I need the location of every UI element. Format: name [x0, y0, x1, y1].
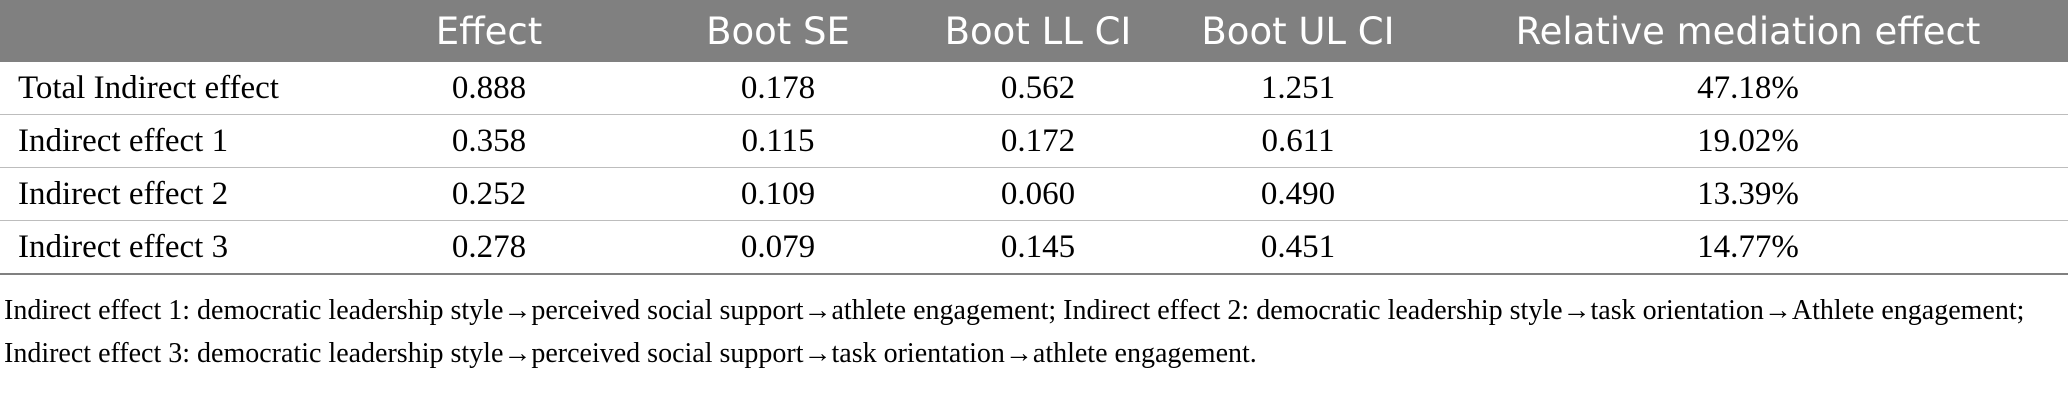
cell-boot-se: 0.079	[648, 221, 908, 275]
table-header	[0, 0, 2068, 62]
table-footnote: Indirect effect 1: democratic leadership style→perceived social support→athlete engagement; Indirect effect 2: democratic leadership style→task orientation→Athlete engagement; Indirect effect 3: democratic leadership style→perceived social support→task orientation→athlete engagement.	[4, 295, 2025, 370]
column-header-boot-ll-ci: Boot LL CI	[908, 0, 1168, 62]
column-header-boot-se: Boot SE	[648, 0, 908, 62]
cell-boot-ul-ci: 0.451	[1168, 221, 1428, 275]
cell-effect: 0.888	[330, 62, 648, 115]
column-header-rowlabel	[0, 0, 330, 62]
cell-relative-mediation-effect: 19.02%	[1428, 115, 2068, 168]
table-body	[0, 62, 2068, 274]
header-row	[0, 0, 2068, 62]
cell-relative-mediation-effect: 47.18%	[1428, 62, 2068, 115]
cell-effect: 0.252	[330, 168, 648, 221]
cell-boot-ll-ci: 0.145	[908, 221, 1168, 275]
table-row	[0, 221, 2068, 275]
row-label: Indirect effect 2	[0, 168, 330, 221]
cell-effect: 0.358	[330, 115, 648, 168]
cell-boot-ul-ci: 0.490	[1168, 168, 1428, 221]
cell-relative-mediation-effect: 13.39%	[1428, 168, 2068, 221]
table-row	[0, 62, 2068, 115]
cell-boot-ll-ci: 0.562	[908, 62, 1168, 115]
table-row	[0, 168, 2068, 221]
cell-boot-ul-ci: 0.611	[1168, 115, 1428, 168]
cell-effect: 0.278	[330, 221, 648, 275]
row-label: Indirect effect 3	[0, 221, 330, 275]
column-header-relative-mediation-effect: Relative mediation effect	[1428, 0, 2068, 62]
column-header-boot-ul-ci: Boot UL CI	[1168, 0, 1428, 62]
cell-boot-se: 0.109	[648, 168, 908, 221]
column-header-effect: Effect	[330, 0, 648, 62]
row-label: Total Indirect effect	[0, 62, 330, 115]
cell-relative-mediation-effect: 14.77%	[1428, 221, 2068, 275]
cell-boot-ll-ci: 0.060	[908, 168, 1168, 221]
cell-boot-se: 0.178	[648, 62, 908, 115]
row-label: Indirect effect 1	[0, 115, 330, 168]
cell-boot-ll-ci: 0.172	[908, 115, 1168, 168]
cell-boot-ul-ci: 1.251	[1168, 62, 1428, 115]
cell-boot-se: 0.115	[648, 115, 908, 168]
table-row	[0, 115, 2068, 168]
